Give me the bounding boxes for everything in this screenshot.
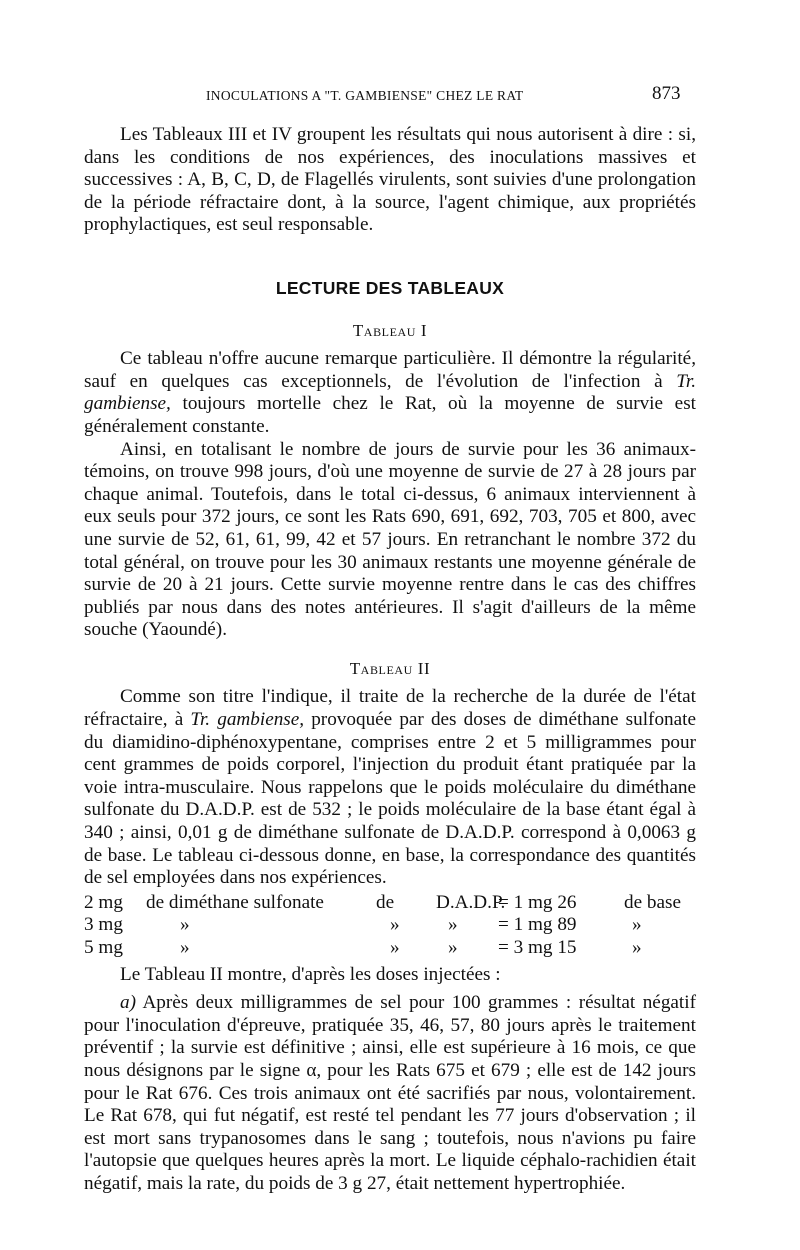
dose: 5 mg — [84, 937, 123, 958]
running-title: INOCULATIONS A "T. GAMBIENSE" CHEZ LE RAT — [206, 88, 524, 103]
conversion-row — [84, 914, 696, 937]
salt: de diméthane sulfonate — [146, 891, 324, 913]
dose: 3 mg — [84, 914, 123, 936]
compound: » — [448, 937, 458, 958]
equals: = 3 mg 15 — [498, 937, 577, 958]
of: » — [390, 937, 400, 958]
base: » — [632, 937, 642, 958]
tableau1-heading: Tableau I — [352, 320, 428, 340]
body-text — [84, 124, 696, 1196]
conversion-row — [84, 892, 696, 915]
compound: » — [448, 914, 458, 936]
salt: » — [180, 937, 190, 958]
base: de base — [624, 891, 682, 913]
tableau2-paragraph-1 — [84, 686, 696, 889]
text-run: Comme son titre l'indique, il traite de la recherche de la durée de l'état réfractaire, à — [84, 686, 696, 731]
text-run: provoquée par des doses de diméthane sulfonate du diamidino-diphénoxypentane, comprises entre 2 et 5 milligrammes pour cent grammes de poids corporel, l'injection du produit étant pratiquée par la voie intra-musculaire. Nous rappelons que le poids moléculaire du diméthane sulfonate du D.A.D.P. est de 532 ; le poids moléculaire de la base étant égal à 340 ; ainsi, 0,01 g de diméthane sulfonate de D.A.D.P. correspond à 0,0063 g de base. Le tableau ci-dessous donne, en base, la correspondance des quantités de sel employées dans nos expériences. — [84, 709, 696, 889]
equals: = 1 mg 89 — [498, 914, 577, 936]
species-name: Tr. gambiense, — [190, 709, 305, 731]
of: » — [390, 914, 400, 936]
intro-paragraph: Les Tableaux III et IV groupent les résultats qui nous autorisent à dire : si, dans les conditions de nos expériences, des inoculations massives et successives : A, B, C, D, de Flagellés virulents, sont suivies d'une prolongation de la période réfractaire dont, à la source, l'agent chimique, aux propriétés prophylactiques, est seul responsable. — [84, 124, 696, 236]
conversion-row — [84, 937, 696, 960]
of: de — [376, 891, 395, 913]
salt: » — [180, 914, 190, 936]
tableau2-heading: Tableau II — [349, 658, 431, 678]
section-title: LECTURE DES TABLEAUX — [275, 277, 505, 298]
text-run: toujours mortelle chez le Rat, où la moyenne de survie est généralement constante. — [84, 393, 696, 437]
item-text: Après deux milligrammes de sel pour 100 grammes : résultat négatif pour l'inoculation d'épreuve, pratiquée 35, 46, 57, 80 jours après le traitement préventif ; la survie est définitive ; ainsi, elle est supérieure à 16 mois, ce que nous désignons par le signe α, pour les Rats 675 et 679 ; elle est de 142 jours pour le Rat 676. Ces trois animaux ont été sacrifiés par nous, volontairement. Le Rat 678, qui fut négatif, est resté tel pendant les 77 jours d'observation ; il est mort sans trypanosomes dans le sang ; toutefois, nous n'avions pu faire l'autopsie que quelques heures après la mort. Le liquide céphalo-rachidien était négatif, mais la rate, du poids de 3 g 27, était nettement hypertrophiée. — [84, 992, 696, 1194]
text-run: Ce tableau n'offre aucune remarque particulière. Il démontre la régularité, sauf en quelques cas exceptionnels, de l'évolution de l'infection à — [84, 348, 696, 392]
dose: 2 mg — [84, 891, 123, 913]
list-item-a — [84, 992, 696, 1195]
tableau1-paragraph-1 — [84, 348, 696, 438]
tableau1-paragraph-2: Ainsi, en totalisant le nombre de jours de survie pour les 36 animaux-témoins, on trouve 998 jours, d'où une moyenne de survie de 27 à 28 jours par chaque animal. Toutefois, dans le total ci-dessus, 6 animaux interviennent à eux seuls pour 372 jours, ce sont les Rats 690, 691, 692, 703, 705 et 800, avec une survie de 52, 61, 61, 99, 42 et 57 jours. En retranchant le nombre 372 du total général, on trouve pour les 30 animaux restants une moyenne générale de survie de 20 à 21 jours. Cette survie moyenne rentre dans le cas des chiffres publiés par nous dans des notes antérieures. Il s'agit d'ailleurs de la même souche (Yaoundé). — [84, 438, 696, 641]
equals: = 1 mg 26 — [498, 891, 577, 913]
species-name: Tr. gambiense, — [84, 370, 696, 415]
page-number: 873 — [652, 83, 681, 104]
item-label: a) — [120, 992, 136, 1014]
compound: D.A.D.P. — [436, 891, 506, 913]
base: » — [632, 914, 642, 936]
tableau2-paragraph-2: Le Tableau II montre, d'après les doses injectées : — [120, 963, 501, 985]
conversion-table — [84, 892, 696, 960]
